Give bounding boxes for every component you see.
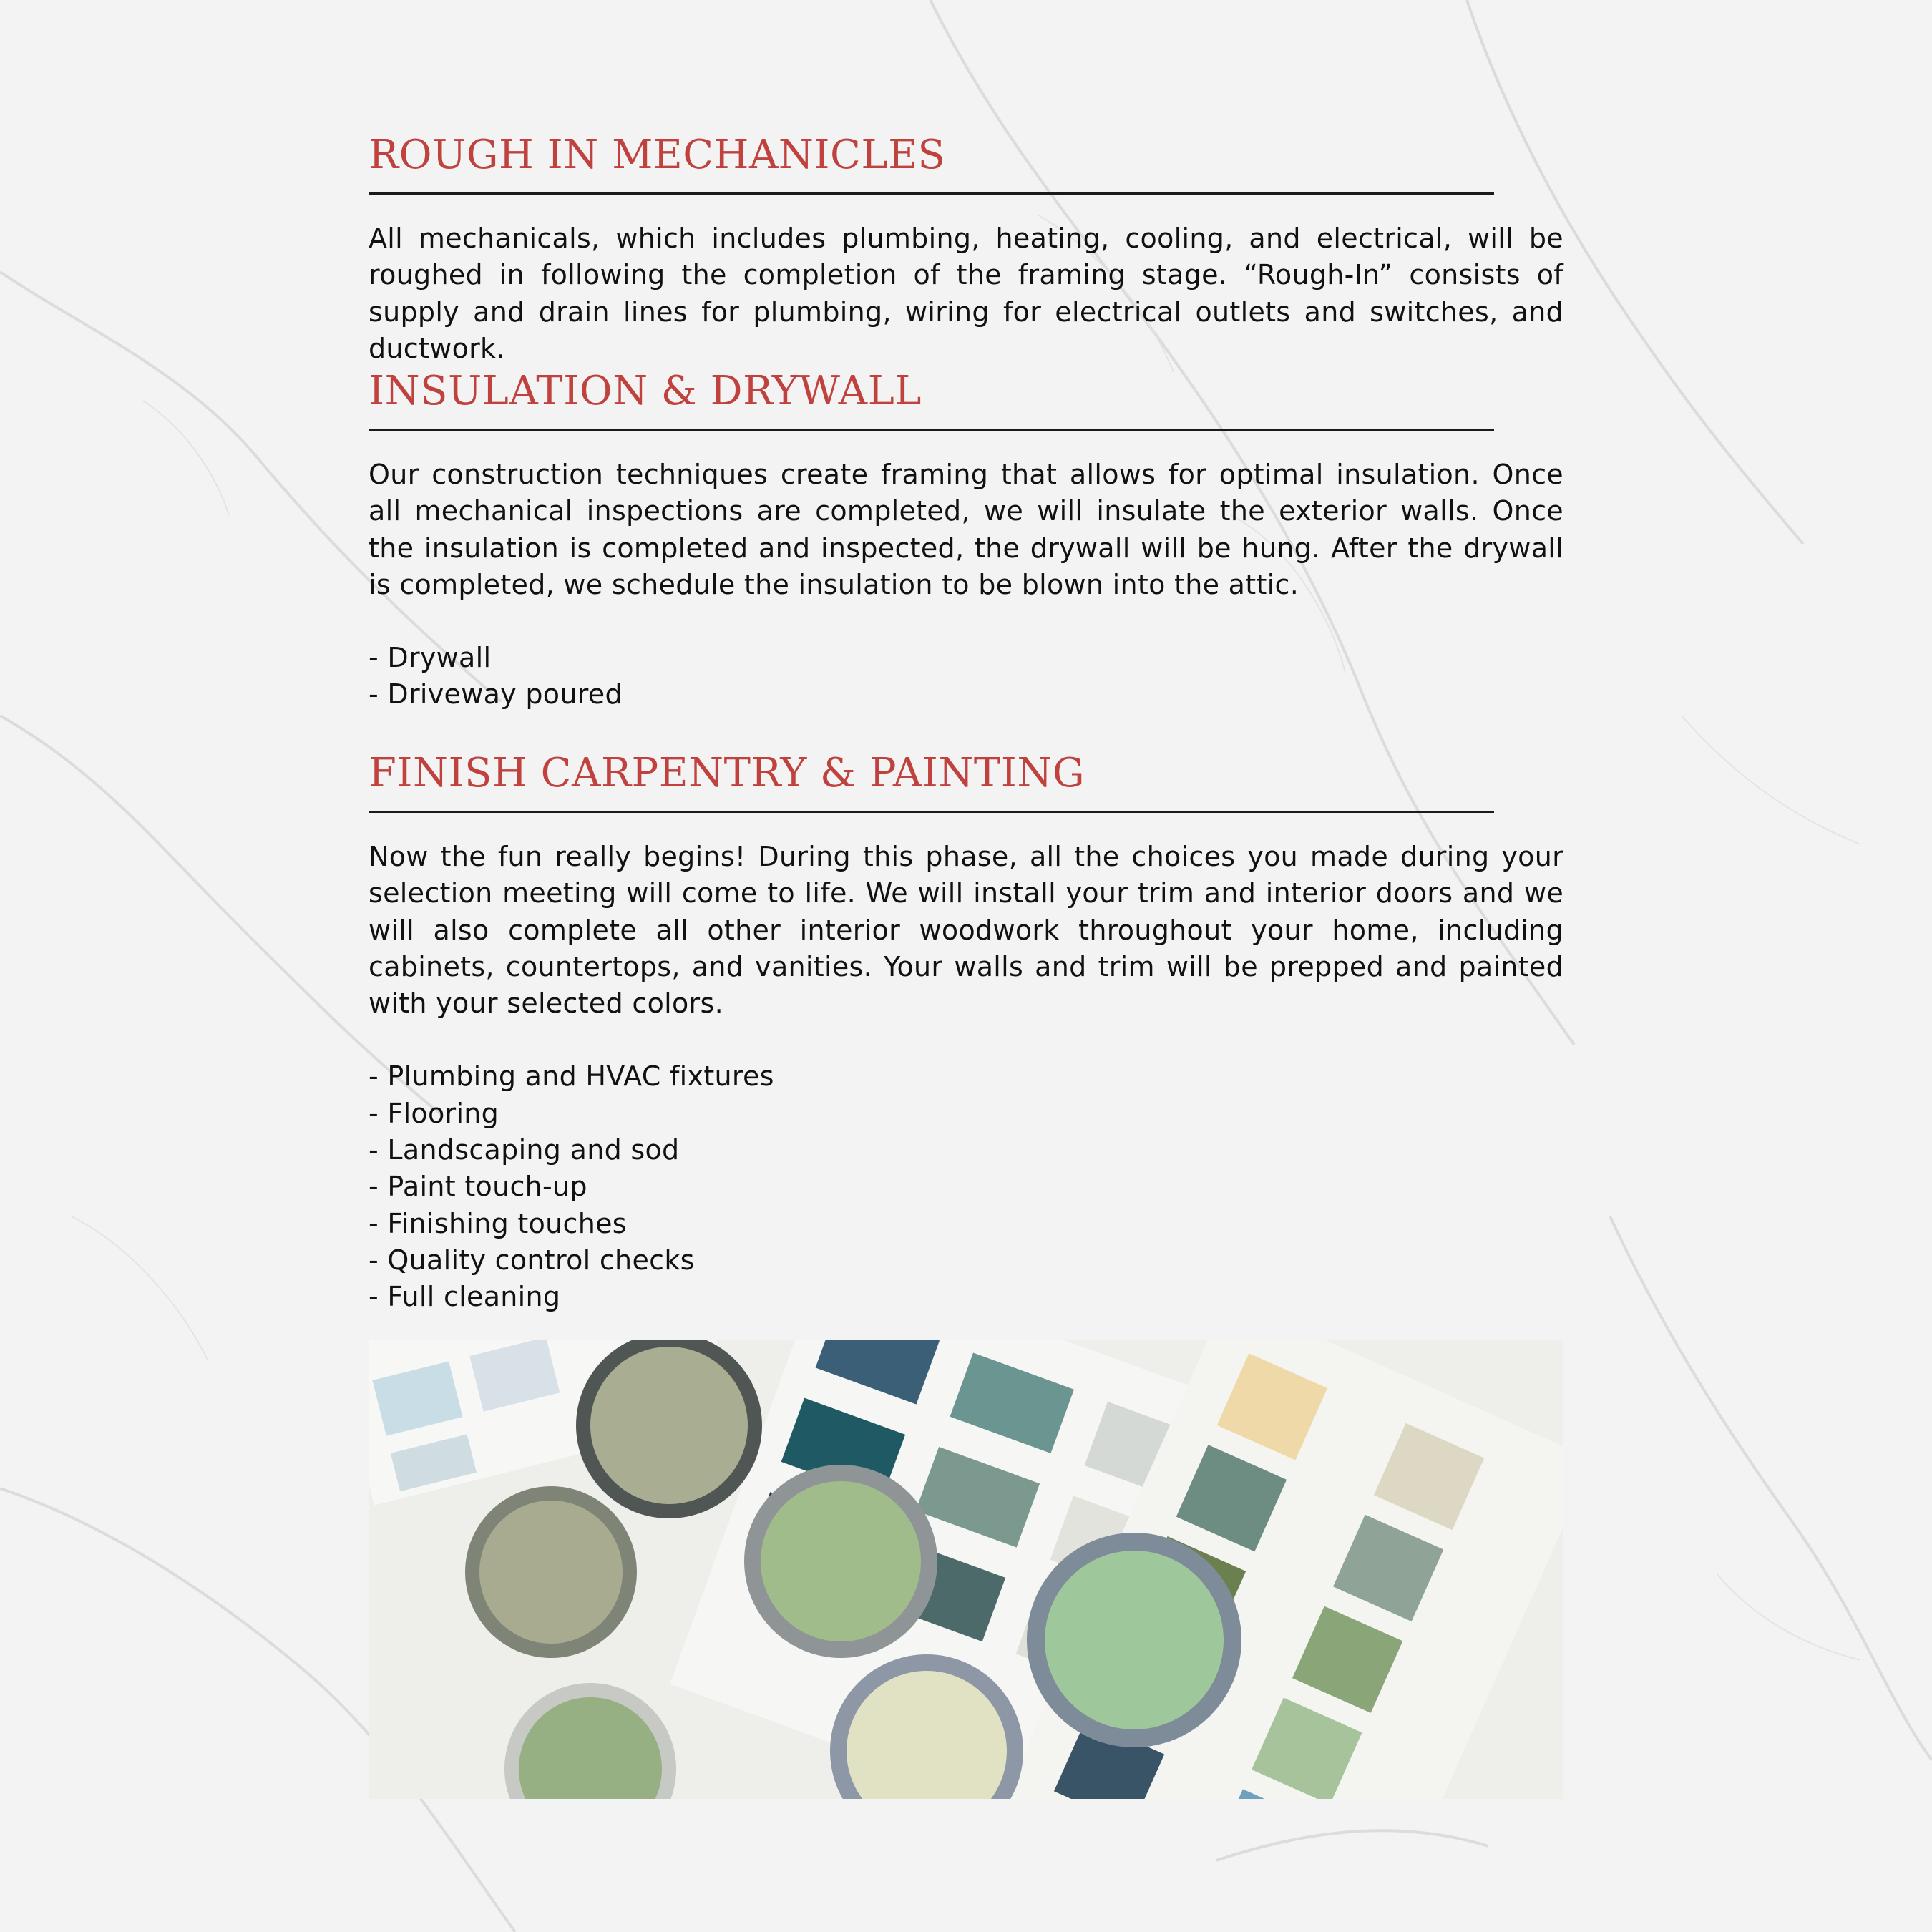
section-insulation-drywall [369, 369, 1563, 751]
list-item: - Plumbing and HVAC fixtures [369, 1058, 1563, 1095]
section-title: FINISH CARPENTRY & PAINTING [369, 750, 1085, 796]
list-item: - Quality control checks [369, 1242, 1563, 1279]
list-item: - Drywall [369, 640, 1563, 676]
section-divider [369, 192, 1494, 195]
section-divider [369, 429, 1494, 431]
list-item: - Flooring [369, 1096, 1563, 1132]
list-item: - Full cleaning [369, 1279, 1563, 1315]
list-item: - Finishing touches [369, 1206, 1563, 1242]
section-rough-in [369, 132, 1563, 369]
list-item: - Landscaping and sod [369, 1132, 1563, 1169]
section-finish-carpentry-painting [369, 750, 1563, 1313]
content-column [369, 132, 1563, 1313]
section-title: ROUGH IN MECHANICLES [369, 132, 946, 178]
paint-can-sage [576, 1340, 762, 1518]
section-title: INSULATION & DRYWALL [369, 368, 922, 414]
section-body: All mechanicals, which includes plumbing, heating, cooling, and electrical, will be roughed in following the completion of the framing stage. “Rough-In” consists of supply and drain lines for plumbing, wiring for electrical outlets and switches, and ductwork. [369, 223, 1563, 364]
section-body: Now the fun really begins! During this phase, all the choices you made during your selection meeting will come to life. We will install your trim and interior doors and we will also complete all other interior woodwork throughout your home, including cabinets, countertops, and vanities. Your walls and trim will be prepped and painted with your selected colors. [369, 841, 1563, 1020]
list-item: - Driveway poured [369, 676, 1563, 713]
milestone-list [369, 640, 1563, 713]
milestone-list [369, 1058, 1563, 1315]
list-item: - Paint touch-up [369, 1169, 1563, 1205]
section-divider [369, 811, 1494, 813]
section-body: Our construction techniques create framing that allows for optimal insulation. Once all mechanical inspections are completed, we will insulate the exterior walls. Once the insulation is completed and inspected, the drywall will be hung. After the drywall is completed, we schedule the insulation to be blown into the attic. [369, 459, 1563, 600]
paint-cans-swatches-photo [369, 1340, 1563, 1799]
